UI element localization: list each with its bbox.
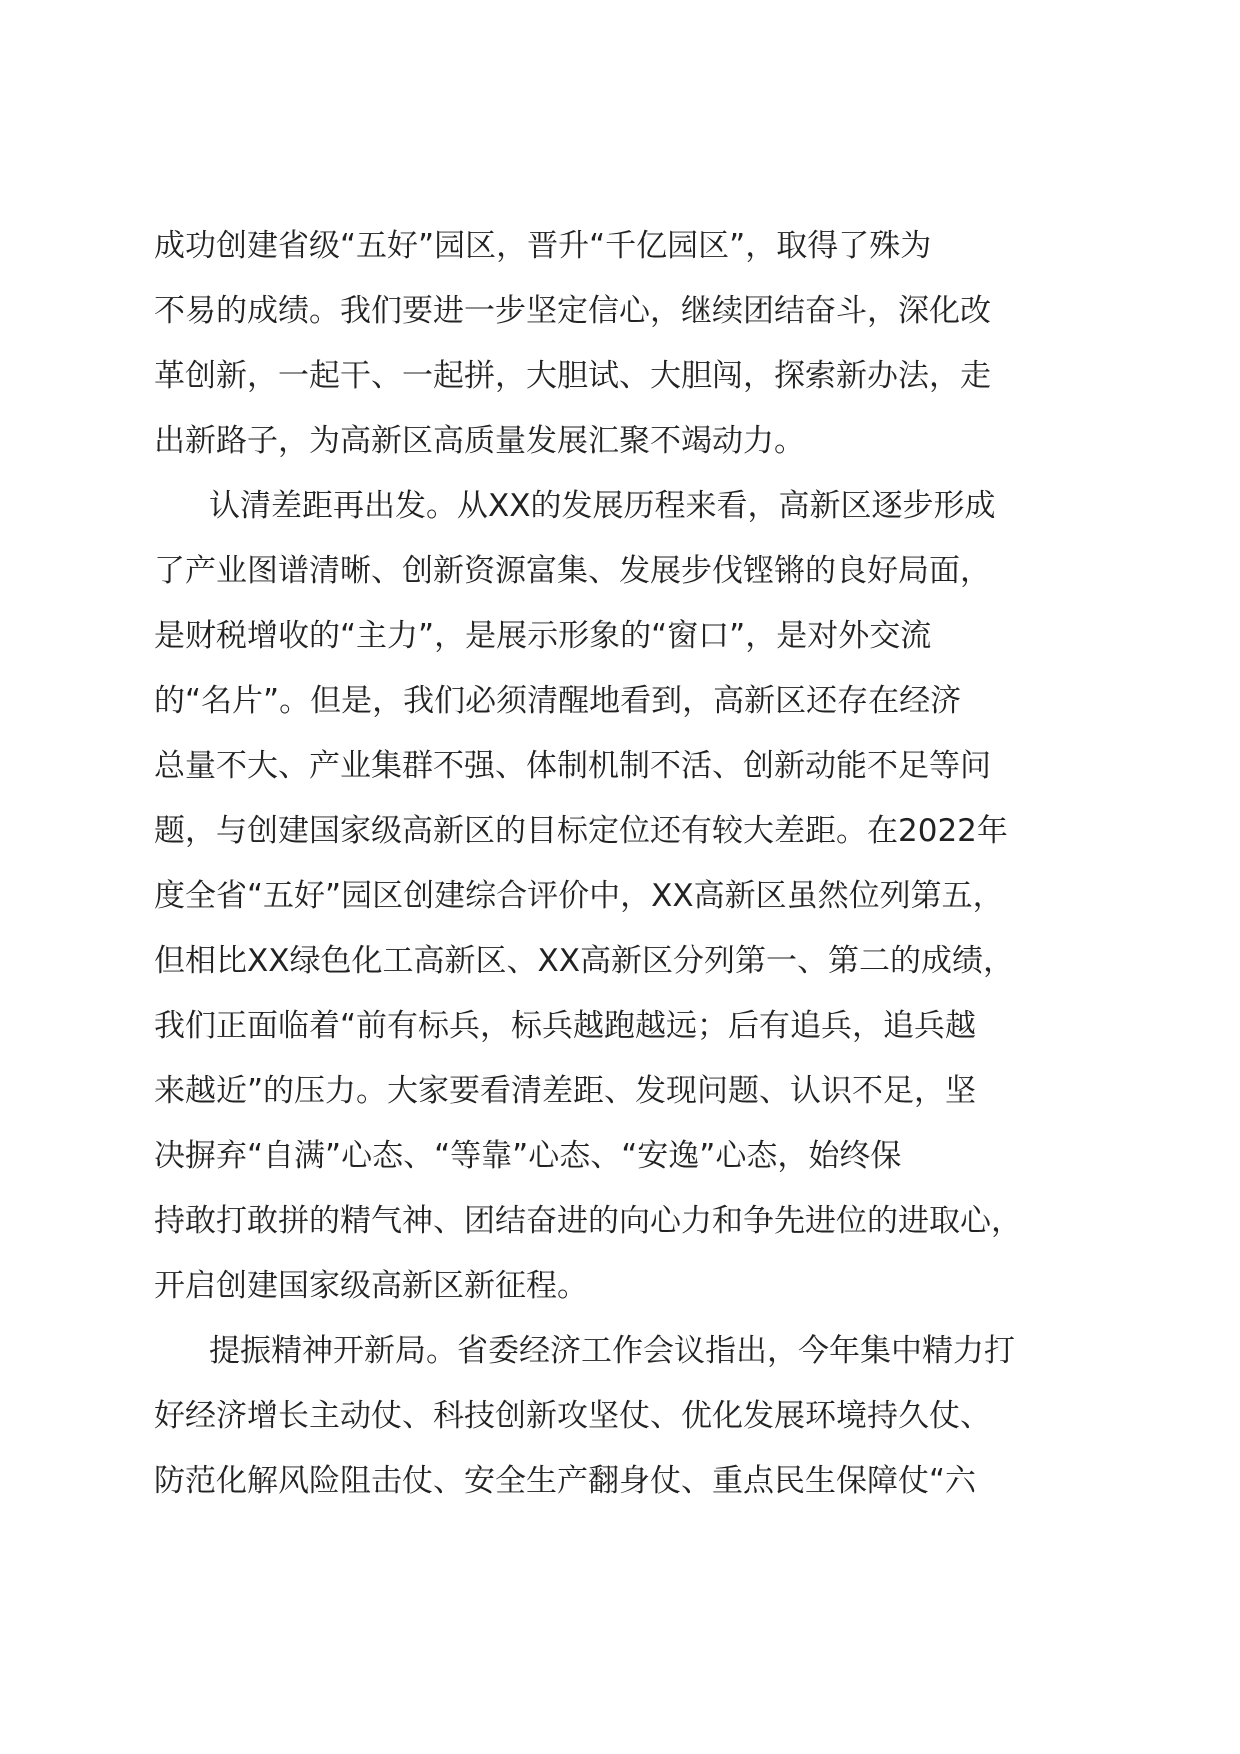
text-line: 来越近”的压力。大家要看清差距、发现问题、认识不足，坚 [154, 1073, 977, 1109]
text-line: 的“名片”。但是，我们必须清醒地看到，高新区还存在经济 [154, 683, 962, 719]
text-line: 出新路子，为高新区高质量发展汇聚不竭动力。 [154, 423, 805, 459]
text-line: 总量不大、产业集群不强、体制机制不活、创新动能不足等问 [154, 748, 991, 784]
text-line: 但相比XX绿色化工高新区、XX高新区分列第一、第二的成绩， [154, 943, 1014, 979]
text-line: 革创新，一起干、一起拼，大胆试、大胆闯，探索新办法，走 [154, 358, 991, 394]
text-line: 了产业图谱清晰、创新资源富集、发展步伐铿锵的良好局面， [154, 553, 991, 589]
text-line: 是财税增收的“主力”，是展示形象的“窗口”，是对外交流 [154, 618, 932, 654]
text-line: 开启创建国家级高新区新征程。 [154, 1268, 588, 1304]
text-line: 度全省“五好”园区创建综合评价中，XX高新区虽然位列第五， [154, 878, 1004, 914]
text-line: 我们正面临着“前有标兵，标兵越跑越远；后有追兵，追兵越 [154, 1008, 977, 1044]
text-line: 不易的成绩。我们要进一步坚定信心，继续团结奋斗，深化改 [154, 293, 991, 329]
text-line: 持敢打敢拼的精气神、团结奋进的向心力和争先进位的进取心， [154, 1203, 1022, 1239]
paragraph-start-line: 认清差距再出发。从XX的发展历程来看，高新区逐步形成 [209, 488, 996, 524]
text-line: 防范化解风险阻击仗、安全生产翻身仗、重点民生保障仗“六 [154, 1463, 977, 1499]
paragraph-start-line: 提振精神开新局。省委经济工作会议指出，今年集中精力打 [209, 1333, 1015, 1369]
text-line: 决摒弃“自满”心态、“等靠”心态、“安逸”心态，始终保 [154, 1138, 902, 1174]
body-text [154, 214, 1094, 1514]
text-line: 题，与创建国家级高新区的目标定位还有较大差距。在2022年 [154, 813, 1008, 849]
text-line: 好经济增长主动仗、科技创新攻坚仗、优化发展环境持久仗、 [154, 1398, 991, 1434]
text-line: 成功创建省级“五好”园区，晋升“千亿园区”，取得了殊为 [154, 228, 932, 264]
